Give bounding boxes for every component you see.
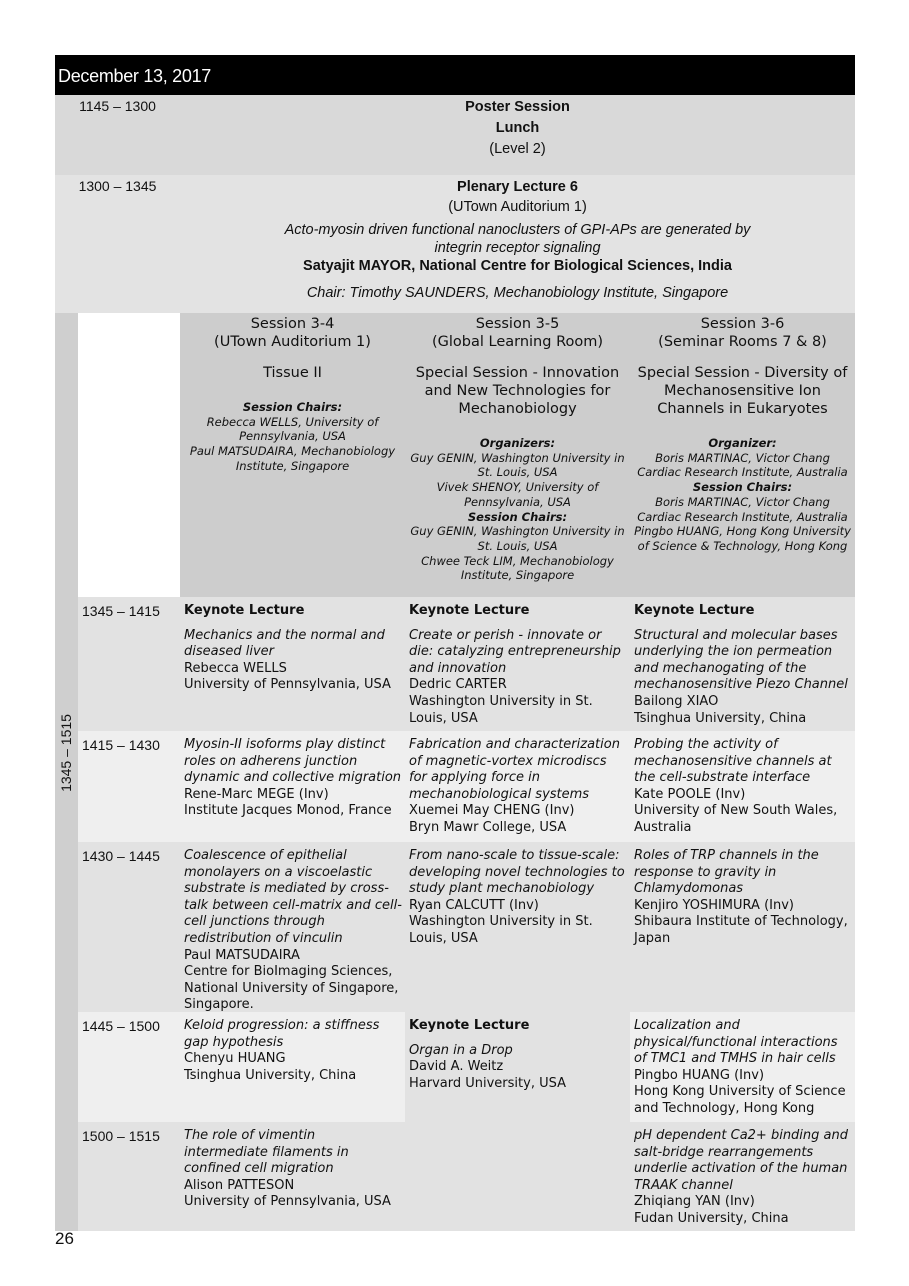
talk-title: The role of vimentin intermediate filaments in confined cell migration <box>184 1128 349 1177</box>
chairs-label: Session Chairs: <box>242 400 343 414</box>
talk-cell <box>180 842 405 1012</box>
lunch-label: Lunch <box>495 120 540 136</box>
speaker-affiliation: Washington University in St. Louis, USA <box>409 693 593 726</box>
time-slot: 1430 – 1445 <box>78 842 180 1012</box>
speaker-affiliation: Washington University in St. Louis, USA <box>409 914 593 946</box>
speaker-affiliation: University of Pennsylvania, USA <box>184 677 391 693</box>
speaker-name: Kenjiro YOSHIMURA (Inv) <box>634 897 794 913</box>
speaker-name: Rene-Marc MEGE (Inv) <box>184 786 329 802</box>
speaker-name: David A. Weitz <box>409 1059 504 1075</box>
plenary-talk-title-line1: Acto-myosin driven functional nanoclusters of GPI-APs are generated by <box>284 222 751 238</box>
talk-title: Structural and molecular bases underlying the ion permeation and mechanogating of the mechanosensitive Piezo Channel <box>634 627 848 693</box>
talk-cell <box>180 597 405 731</box>
session-header-2 <box>405 313 630 597</box>
session-header-1 <box>180 313 405 597</box>
session-room: (UTown Auditorium 1) <box>214 334 371 350</box>
speaker-name: Rebecca WELLS <box>184 660 287 676</box>
time-slot: 1345 – 1415 <box>78 597 180 731</box>
poster-session-row <box>55 95 855 175</box>
page-number: 26 <box>55 1229 74 1248</box>
plenary-room: (UTown Auditorium 1) <box>448 199 587 215</box>
time-slot: 1445 – 1500 <box>78 1012 180 1122</box>
block-time-band <box>55 313 78 1231</box>
speaker-affiliation: Tsinghua University, China <box>634 710 807 726</box>
header-spacer <box>78 313 180 597</box>
time-slot: 1415 – 1430 <box>78 731 180 842</box>
chairs-label: Session Chairs: <box>692 480 793 495</box>
talk-cell <box>180 1122 405 1231</box>
plenary-lecture-row <box>55 175 855 313</box>
plenary-talk-title-line2: integrin receptor signaling <box>434 240 601 256</box>
speaker-name: Zhiqiang YAN (Inv) <box>634 1194 755 1210</box>
speaker-name: Xuemei May CHENG (Inv) <box>409 803 575 819</box>
chairs-label: Organizer: <box>708 436 777 450</box>
session-chairs <box>634 436 851 554</box>
session-room: (Global Learning Room) <box>431 334 604 350</box>
session-header-3 <box>630 313 855 597</box>
talk-cell <box>405 842 630 1012</box>
session-name: Session 3-4 <box>250 316 335 332</box>
speaker-affiliation: Centre for BioImaging Sciences, National University of Singapore, Singapore. <box>184 964 399 1013</box>
session-name: Session 3-6 <box>700 316 785 332</box>
talk-cell <box>630 842 855 1012</box>
chair-entry: Boris MARTINAC, Victor Chang Cardiac Research Institute, Australia <box>637 494 848 524</box>
talk-cell <box>405 731 630 842</box>
talk-title: Create or perish - innovate or die: catalyzing entrepreneurship and innovation <box>409 627 621 676</box>
talk-title: Coalescence of epithelial monolayers on a viscoelastic substrate is mediated by cross-talk between cell-matrix and cell-cell junctions through redistribution of vinculin <box>184 848 402 946</box>
date-header: December 13, 2017 <box>55 55 855 95</box>
talk-title: Roles of TRP channels in the response to gravity in Chlamydomonas <box>634 848 819 897</box>
talk-title: Mechanics and the normal and diseased liver <box>184 627 385 660</box>
speaker-name: Bailong XIAO <box>634 693 719 709</box>
speaker-name: Dedric CARTER <box>409 677 507 693</box>
talk-cell <box>630 1122 855 1231</box>
keynote-label: Keynote Lecture <box>409 1018 530 1033</box>
chairs-label: Organizers: <box>479 436 556 450</box>
poster-session-label: Poster Session <box>465 99 570 115</box>
session-chairs <box>409 436 626 583</box>
speaker-affiliation: Bryn Mawr College, USA <box>409 819 567 835</box>
chair-entry: Guy GENIN, Washington University in St. Louis, USA <box>410 450 625 480</box>
chair-entry: Guy GENIN, Washington University in St. Louis, USA <box>410 524 625 553</box>
talk-cell <box>180 1012 405 1122</box>
location-label: (Level 2) <box>489 141 546 157</box>
time-slot: 1500 – 1515 <box>78 1122 180 1231</box>
chair-entry: Boris MARTINAC, Victor Chang Cardiac Research Institute, Australia <box>637 450 848 480</box>
keynote-label: Keynote Lecture <box>184 603 305 618</box>
speaker-affiliation: Shibaura Institute of Technology, Japan <box>634 914 848 946</box>
chair-entry: Paul MATSUDAIRA, Mechanobiology Institute, Singapore <box>189 444 396 473</box>
talk-title: Probing the activity of mechanosensitive channels at the cell-substrate interface <box>634 737 832 786</box>
talk-title: From nano-scale to tissue-scale: developing novel technologies to study plant mechanobiology <box>409 848 625 897</box>
speaker-name: Kate POOLE (Inv) <box>634 786 746 802</box>
talk-cell <box>405 1012 630 1231</box>
speaker-affiliation: Tsinghua University, China <box>184 1067 357 1083</box>
talk-title: Keloid progression: a stiffness gap hypothesis <box>184 1018 380 1050</box>
chair-entry: Vivek SHENOY, University of Pennsylvania, USA <box>436 480 599 509</box>
session-grid <box>55 313 855 1231</box>
session-title: Special Session - Diversity of Mechanosensitive Ion Channels in Eukaryotes <box>637 365 848 417</box>
keynote-label: Keynote Lecture <box>634 603 755 618</box>
chair-entry: Rebecca WELLS, University of Pennsylvania, USA <box>206 414 379 444</box>
speaker-name: Ryan CALCUTT (Inv) <box>409 897 539 913</box>
talk-cell <box>630 597 855 731</box>
session-name: Session 3-5 <box>475 316 560 332</box>
chairs-label: Session Chairs: <box>467 509 568 524</box>
session-room: (Seminar Rooms 7 & 8) <box>658 334 827 350</box>
speaker-affiliation: Hong Kong University of Science and Technology, Hong Kong <box>634 1084 846 1116</box>
time-slot: 1300 – 1345 <box>78 178 157 194</box>
speaker-affiliation: Harvard University, USA <box>409 1075 566 1091</box>
talk-cell <box>630 731 855 842</box>
talk-title: pH dependent Ca2+ binding and salt-bridge rearrangements underlie activation of the human TRAAK channel <box>634 1128 849 1193</box>
speaker-affiliation: University of Pennsylvania, USA <box>184 1194 391 1210</box>
talk-cell <box>630 1012 855 1122</box>
plenary-chair: Chair: Timothy SAUNDERS, Mechanobiology Institute, Singapore <box>306 285 729 301</box>
session-title: Tissue II <box>263 365 322 381</box>
talk-cell <box>405 597 630 731</box>
schedule-page <box>55 55 855 1231</box>
session-chairs <box>184 400 401 474</box>
plenary-title: Plenary Lecture 6 <box>457 179 578 195</box>
speaker-name: Chenyu HUANG <box>184 1051 286 1067</box>
talk-title: Myosin-II isoforms play distinct roles on adherens junction dynamic and collective migration <box>184 737 402 786</box>
block-time-label: 1345 – 1515 <box>58 714 74 792</box>
chair-entry: Chwee Teck LIM, Mechanobiology Institute, Singapore <box>421 553 614 583</box>
chair-entry: Pingbo HUANG, Hong Kong University of Science & Technology, Hong Kong <box>634 524 851 553</box>
talk-title: Fabrication and characterization of magnetic-vortex microdiscs for applying force in mechanobiological systems <box>409 737 620 802</box>
speaker-affiliation: Institute Jacques Monod, France <box>184 803 392 819</box>
plenary-speaker: Satyajit MAYOR, National Centre for Biological Sciences, India <box>303 258 732 274</box>
speaker-affiliation: Fudan University, China <box>634 1210 789 1226</box>
talk-cell <box>180 731 405 842</box>
session-title: Special Session - Innovation and New Technologies for Mechanobiology <box>415 365 620 417</box>
speaker-name: Pingbo HUANG (Inv) <box>634 1067 765 1083</box>
speaker-affiliation: University of New South Wales, Australia <box>634 803 838 835</box>
talk-title: Localization and physical/functional interactions of TMC1 and TMHS in hair cells <box>634 1018 838 1067</box>
keynote-label: Keynote Lecture <box>409 603 530 618</box>
speaker-name: Paul MATSUDAIRA <box>184 947 300 963</box>
talk-title: Organ in a Drop <box>409 1042 513 1058</box>
speaker-name: Alison PATTESON <box>184 1177 295 1193</box>
time-slot: 1145 – 1300 <box>79 98 156 114</box>
